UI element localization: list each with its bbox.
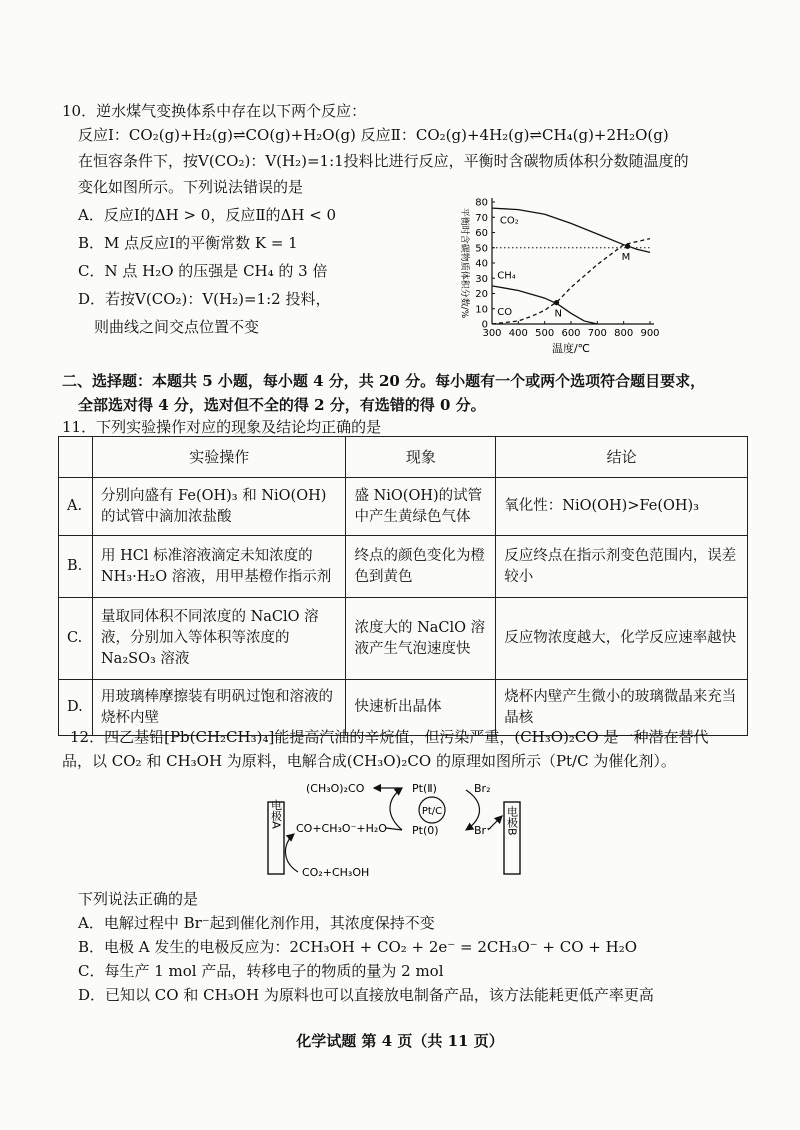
y-tick-label: 80 bbox=[475, 197, 488, 209]
q10-reactions: 反应Ⅰ：CO₂(g)+H₂(g)⇌CO(g)+H₂O(g) 反应Ⅱ：CO₂(g)+4H₂(g)⇌CH₄(g)+2H₂O(g) bbox=[78, 126, 669, 144]
x-tick-label: 600 bbox=[561, 328, 581, 339]
row-phenomenon: 终点的颜色变化为橙色到黄色 bbox=[346, 536, 496, 598]
product-label: (CH₃O)₂CO bbox=[306, 782, 365, 795]
y-tick-label: 10 bbox=[475, 304, 488, 316]
q10-option-d: D．若按V(CO₂)：V(H₂)=1:2 投料， bbox=[78, 290, 331, 308]
pt0-label: Pt(0) bbox=[412, 824, 439, 837]
series-label-ch4: CH₄ bbox=[497, 270, 516, 282]
y-tick-label: 40 bbox=[475, 258, 488, 270]
y-axis-label: 平衡时含碳物质体积分数/% bbox=[459, 207, 469, 319]
x-tick-label: 700 bbox=[587, 328, 607, 339]
table-header-row bbox=[59, 437, 748, 478]
table-header-conclusion: 结论 bbox=[496, 437, 748, 478]
point-N bbox=[554, 300, 559, 305]
row-operation: 分别向盛有 Fe(OH)₃ 和 NiO(OH)的试管中滴加浓盐酸 bbox=[92, 478, 345, 536]
row-operation: 量取同体积不同浓度的 NaClO 溶液，分别加入等体积等浓度的 Na₂SO₃ 溶液 bbox=[92, 598, 345, 680]
q12-prompt: 下列说法正确的是 bbox=[78, 890, 199, 908]
table-row bbox=[59, 536, 748, 598]
table-row bbox=[59, 598, 748, 680]
y-tick-label: 20 bbox=[475, 289, 488, 300]
q10-option-b: B．M 点反应Ⅰ的平衡常数 K = 1 bbox=[78, 234, 298, 252]
y-tick-label: 50 bbox=[475, 243, 488, 255]
q12-line1: 12．四乙基铅[Pb(CH₂CH₃)₄]能提高汽油的辛烷值，但污染严重，(CH₃O)₂CO 是一种潜在替代 bbox=[70, 728, 709, 746]
x-tick-label: 500 bbox=[535, 328, 555, 339]
q12-option-a: A．电解过程中 Br⁻起到催化剂作用，其浓度保持不变 bbox=[78, 914, 435, 932]
row-phenomenon: 浓度大的 NaClO 溶液产生气泡速度快 bbox=[346, 598, 496, 680]
q10-stem: 10．逆水煤气变换体系中存在以下两个反应： bbox=[62, 102, 367, 120]
electrolysis-diagram bbox=[262, 772, 528, 884]
y-tick-label: 30 bbox=[475, 273, 488, 285]
q12-line2: 品，以 CO₂ 和 CH₃OH 为原料，电解合成(CH₃O)₂CO 的原理如图所示（Pt/C 为催化剂）。 bbox=[62, 752, 676, 770]
row-label: B. bbox=[59, 536, 93, 598]
x-tick-label: 400 bbox=[508, 328, 528, 339]
table-header-phenomenon: 现象 bbox=[346, 437, 496, 478]
table-header-operation: 实验操作 bbox=[92, 437, 345, 478]
x-axis-label: 温度/℃ bbox=[551, 342, 591, 355]
left-cycle-arrow bbox=[390, 788, 402, 830]
table-header-blank bbox=[59, 437, 93, 478]
point-label-N: N bbox=[554, 308, 563, 320]
q12-option-d: D．已知以 CO 和 CH₃OH 为原料也可以直接放电制备产品，该方法能耗更低产率更高 bbox=[78, 986, 654, 1004]
pt2-label: Pt(Ⅱ) bbox=[412, 782, 437, 795]
electrode-b-label: 电极B bbox=[505, 806, 519, 836]
q10-line3: 变化如图所示。下列说法错误的是 bbox=[78, 178, 304, 196]
y-tick-label: 60 bbox=[475, 228, 488, 239]
row-phenomenon: 快速析出晶体 bbox=[346, 680, 496, 736]
row-conclusion: 反应物浓度越大，化学反应速率越快 bbox=[496, 598, 748, 680]
table-row bbox=[59, 478, 748, 536]
y-tick-label: 70 bbox=[475, 212, 488, 224]
point-M bbox=[625, 244, 630, 249]
q12-option-c: C．每生产 1 mol 产品，转移电子的物质的量为 2 mol bbox=[78, 962, 444, 980]
row-label: A. bbox=[59, 478, 93, 536]
q10-option-d-cont: 则曲线之间交点位置不变 bbox=[94, 318, 260, 336]
q10-option-c: C．N 点 H₂O 的压强是 CH₄ 的 3 倍 bbox=[78, 262, 328, 280]
feed-arrow bbox=[285, 834, 298, 872]
experiment-table bbox=[58, 436, 748, 736]
row-operation: 用玻璃棒摩擦装有明矾过饱和溶液的烧杯内壁 bbox=[92, 680, 345, 736]
br-arrow bbox=[488, 816, 502, 830]
row-conclusion: 反应终点在指示剂变色范围内，误差较小 bbox=[496, 536, 748, 598]
q10-line2: 在恒容条件下，按V(CO₂)：V(H₂)=1:1投料比进行反应，平衡时含碳物质体积分数随温度的 bbox=[78, 152, 689, 170]
temperature-fraction-chart bbox=[440, 192, 670, 360]
q12-option-b: B．电极 A 发生的电极反应为：2CH₃OH + CO₂ + 2e⁻ = 2CH₃O⁻ + CO + H₂O bbox=[78, 938, 638, 956]
point-label-M: M bbox=[621, 252, 631, 264]
br2-label: Br₂ bbox=[474, 782, 491, 795]
q11-stem: 11．下列实验操作对应的现象及结论均正确的是 bbox=[62, 418, 382, 436]
series-label-co: CO bbox=[497, 306, 513, 318]
row-conclusion: 烧杯内壁产生微小的玻璃微晶来充当晶核 bbox=[496, 680, 748, 736]
feed-label: CO₂+CH₃OH bbox=[302, 866, 370, 879]
x-tick-label: 800 bbox=[614, 328, 634, 339]
section2-heading-2: 全部选对得 4 分，选对但不全的得 2 分，有选错的得 0 分。 bbox=[78, 396, 486, 414]
x-tick-label: 900 bbox=[640, 328, 660, 339]
row-label: C. bbox=[59, 598, 93, 680]
page-footer: 化学试题 第 4 页（共 11 页） bbox=[296, 1032, 504, 1050]
intermediate-label: CO+CH₃O⁻+H₂O bbox=[296, 822, 387, 835]
br-minus-label: Br⁻ bbox=[474, 824, 492, 837]
series-line-1 bbox=[492, 286, 597, 324]
row-operation: 用 HCl 标准溶液滴定未知浓度的 NH₃·H₂O 溶液，用甲基橙作指示剂 bbox=[92, 536, 345, 598]
y-tick-label: 0 bbox=[481, 319, 488, 331]
row-label: D. bbox=[59, 680, 93, 736]
series-label-co2: CO₂ bbox=[499, 215, 519, 227]
section2-heading: 二、选择题：本题共 5 小题，每小题 4 分，共 20 分。每小题有一个或两个选项符合题目要求， bbox=[62, 372, 706, 390]
row-phenomenon: 盛 NiO(OH)的试管中产生黄绿色气体 bbox=[346, 478, 496, 536]
catalyst-label: Pt/C bbox=[421, 806, 443, 817]
electrode-a-label: 电极A bbox=[269, 799, 283, 829]
q10-option-a: A．反应Ⅰ的ΔH > 0，反应Ⅱ的ΔH < 0 bbox=[78, 206, 337, 224]
x-tick-label: 300 bbox=[482, 328, 502, 339]
row-conclusion: 氧化性：NiO(OH)>Fe(OH)₃ bbox=[496, 478, 748, 536]
